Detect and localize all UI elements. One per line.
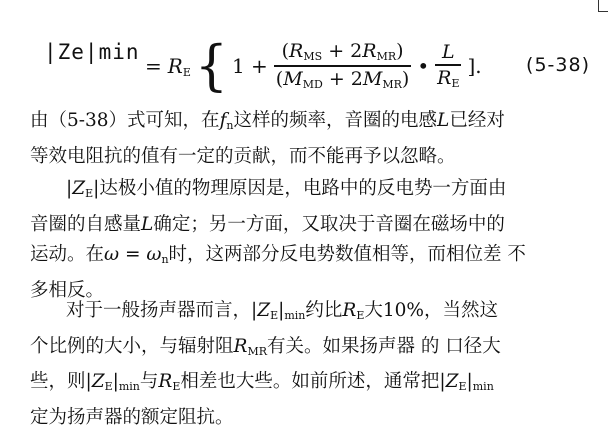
re-denominator: $R_E$ [435, 68, 461, 90]
text-line: 由（5-38）式可知，在$f_n$这样的频率，音圈的电感L已经对 [30, 106, 590, 142]
re-symbol: $R_E$ [168, 54, 191, 79]
main-fraction [274, 41, 412, 91]
equation-lhs: |Ze|min [44, 40, 140, 64]
text-line: 对于一般扬声器而言，$|Z_E|_{min}$约比$R_E$大10%，当然这 [30, 296, 590, 332]
text-line: 等效电阻抗的值有一定的贡献，而不能再予以忽略。 [30, 142, 590, 173]
paragraph-1 [30, 106, 590, 172]
l-numerator: L [440, 42, 457, 63]
text-line: 音圈的自感量L确定；另一方面，又取决于音圈在磁场中的 [30, 210, 590, 241]
paragraph-2 [30, 174, 590, 306]
equation-rhs [145, 34, 482, 98]
text-line: $|Z_E|$达极小值的物理原因是，电路中的反电势一方面由 [30, 174, 590, 210]
corner-mark [598, 0, 608, 12]
text-line: 定为扬声器的额定阻抗。 [30, 403, 590, 433]
l-over-re-fraction [435, 42, 461, 91]
close-bracket: ]. [467, 54, 481, 78]
fraction-bar [435, 64, 461, 66]
equation-number: (5-38) [526, 54, 590, 76]
text-line: 个比例的大小，与辐射阻$R_{MR}$有关。如果扬声器 的 口径大 [30, 332, 590, 368]
multiply-dot: • [417, 54, 429, 78]
paragraph-3 [30, 296, 590, 433]
equals-sign: = [145, 54, 162, 78]
text-line: 运动。在$\omega = \omega_n$时，这两部分反电势数值相等，而相位差 不 [30, 240, 590, 276]
fraction-denominator: $(M_{MD} + 2M_{MR})$ [274, 69, 412, 91]
fraction-bar [274, 65, 412, 67]
open-brace: { [195, 39, 228, 94]
text-line: 多相反。 [30, 276, 590, 307]
one-plus: 1 + [232, 54, 268, 78]
text-line: 些，则$|Z_E|_{min}$与$R_E$相差也大些。如前所述，通常把$|Z_E|_{min}$ [30, 367, 590, 403]
fraction-numerator: $(R_{MS} + 2R_{MR})$ [280, 41, 406, 63]
